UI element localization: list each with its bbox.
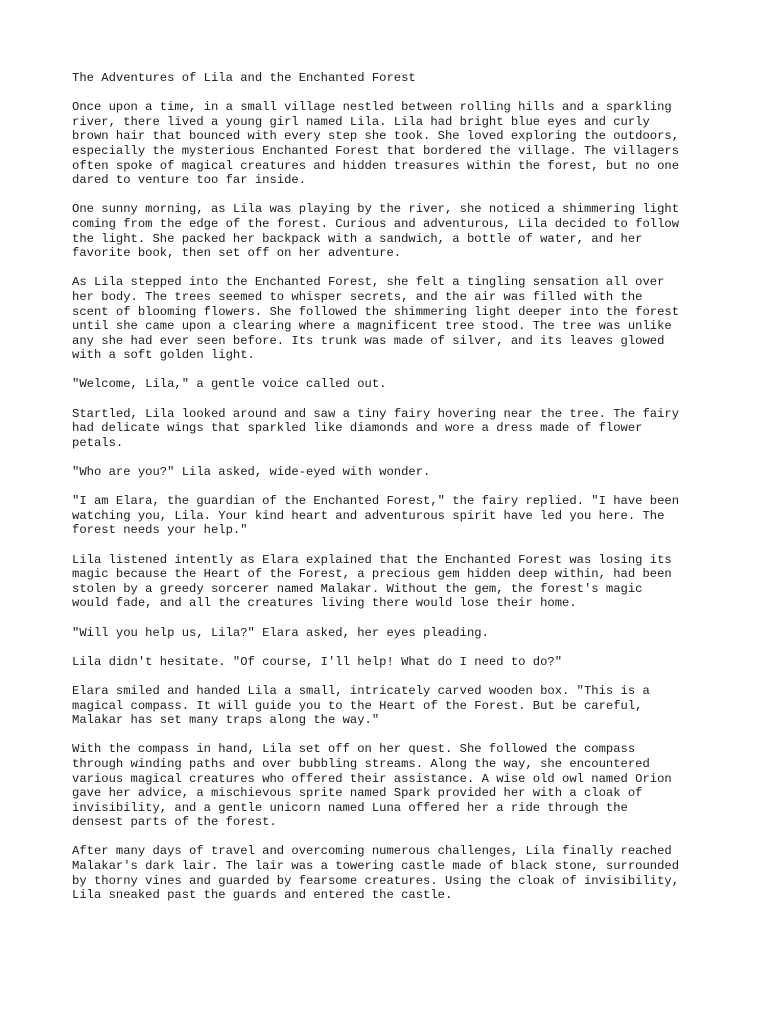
document-body	[72, 100, 702, 903]
paragraph-line: scent of blooming flowers. She followed the shimmering light deeper into the forest	[72, 304, 680, 319]
paragraph-line: dared to venture too far inside.	[72, 173, 307, 188]
document-title: The Adventures of Lila and the Enchanted Forest	[72, 71, 416, 85]
paragraph-line: through winding paths and over bubbling streams. Along the way, she encountered	[72, 756, 650, 771]
paragraph-line: her body. The trees seemed to whisper secrets, and the air was filled with the	[72, 289, 643, 304]
paragraph-line: forest needs your help."	[72, 523, 248, 538]
paragraph-line: "Will you help us, Lila?" Elara asked, her eyes pleading.	[72, 625, 489, 640]
paragraph-line: invisibility, and a gentle unicorn named Luna offered her a ride through the	[72, 800, 628, 815]
paragraph	[72, 684, 702, 728]
paragraph-line: gave her advice, a mischievous sprite named Spark provided her with a cloak of	[72, 786, 643, 801]
paragraph-line: would fade, and all the creatures living there would lose their home.	[72, 596, 577, 611]
paragraph	[72, 100, 702, 188]
paragraph-line: densest parts of the forest.	[72, 815, 277, 830]
paragraph-line: brown hair that bounced with every step she took. She loved exploring the outdoors,	[72, 129, 680, 144]
paragraph	[72, 742, 702, 830]
paragraph-line: the light. She packed her backpack with a sandwich, a bottle of water, and her	[72, 231, 643, 246]
paragraph-line: any she had ever seen before. Its trunk was made of silver, and its leaves glowed	[72, 333, 665, 348]
paragraph-line: various magical creatures who offered their assistance. A wise old owl named Orion	[72, 771, 672, 786]
paragraph	[72, 655, 702, 670]
paragraph-line: Lila sneaked past the guards and entered the castle.	[72, 888, 453, 903]
paragraph-line: especially the mysterious Enchanted Forest that bordered the village. The villagers	[72, 143, 680, 158]
paragraph-line: favorite book, then set off on her adventure.	[72, 246, 402, 261]
paragraph-line: had delicate wings that sparkled like diamonds and wore a dress made of flower	[72, 421, 643, 436]
paragraph-line: magical compass. It will guide you to the Heart of the Forest. But be careful,	[72, 698, 643, 713]
paragraph	[72, 407, 702, 451]
paragraph-line: stolen by a greedy sorcerer named Malakar. Without the gem, the forest's magic	[72, 581, 643, 596]
paragraph-line: Startled, Lila looked around and saw a tiny fairy hovering near the tree. The fairy	[72, 406, 680, 421]
paragraph-line: After many days of travel and overcoming numerous challenges, Lila finally reached	[72, 844, 672, 859]
paragraph-line: "I am Elara, the guardian of the Enchanted Forest," the fairy replied. "I have been	[72, 494, 680, 509]
paragraph-line: Once upon a time, in a small village nestled between rolling hills and a sparkling	[72, 100, 672, 115]
paragraph-line: petals.	[72, 435, 124, 450]
paragraph-line: with a soft golden light.	[72, 348, 255, 363]
paragraph-line: river, there lived a young girl named Lila. Lila had bright blue eyes and curly	[72, 114, 650, 129]
paragraph-line: coming from the edge of the forest. Curious and adventurous, Lila decided to follow	[72, 216, 680, 231]
paragraph-line: until she came upon a clearing where a magnificent tree stood. The tree was unlike	[72, 319, 672, 334]
paragraph-line: With the compass in hand, Lila set off on her quest. She followed the compass	[72, 742, 636, 757]
paragraph	[72, 202, 702, 260]
paragraph-line: "Welcome, Lila," a gentle voice called out.	[72, 377, 387, 392]
paragraph	[72, 377, 702, 392]
paragraph-line: Malakar's dark lair. The lair was a towering castle made of black stone, surrounded	[72, 859, 680, 874]
document-page	[72, 71, 702, 917]
paragraph-line: Elara smiled and handed Lila a small, intricately carved wooden box. "This is a	[72, 683, 650, 698]
paragraph-line: Lila listened intently as Elara explained that the Enchanted Forest was losing its	[72, 552, 672, 567]
paragraph-line: Malakar has set many traps along the way."	[72, 713, 380, 728]
paragraph	[72, 465, 702, 480]
paragraph	[72, 275, 702, 363]
paragraph	[72, 844, 702, 902]
paragraph-line: often spoke of magical creatures and hidden treasures within the forest, but no one	[72, 158, 680, 173]
paragraph-line: One sunny morning, as Lila was playing by the river, she noticed a shimmering light	[72, 202, 680, 217]
paragraph-line: As Lila stepped into the Enchanted Forest, she felt a tingling sensation all over	[72, 275, 665, 290]
paragraph-line: Lila didn't hesitate. "Of course, I'll help! What do I need to do?"	[72, 654, 563, 669]
paragraph-line: watching you, Lila. Your kind heart and adventurous spirit have led you here. The	[72, 508, 665, 523]
paragraph-line: by thorny vines and guarded by fearsome creatures. Using the cloak of invisibility,	[72, 873, 680, 888]
paragraph	[72, 626, 702, 641]
paragraph-line: "Who are you?" Lila asked, wide-eyed with wonder.	[72, 465, 431, 480]
paragraph-line: magic because the Heart of the Forest, a precious gem hidden deep within, had been	[72, 567, 672, 582]
paragraph	[72, 553, 702, 611]
paragraph	[72, 494, 702, 538]
